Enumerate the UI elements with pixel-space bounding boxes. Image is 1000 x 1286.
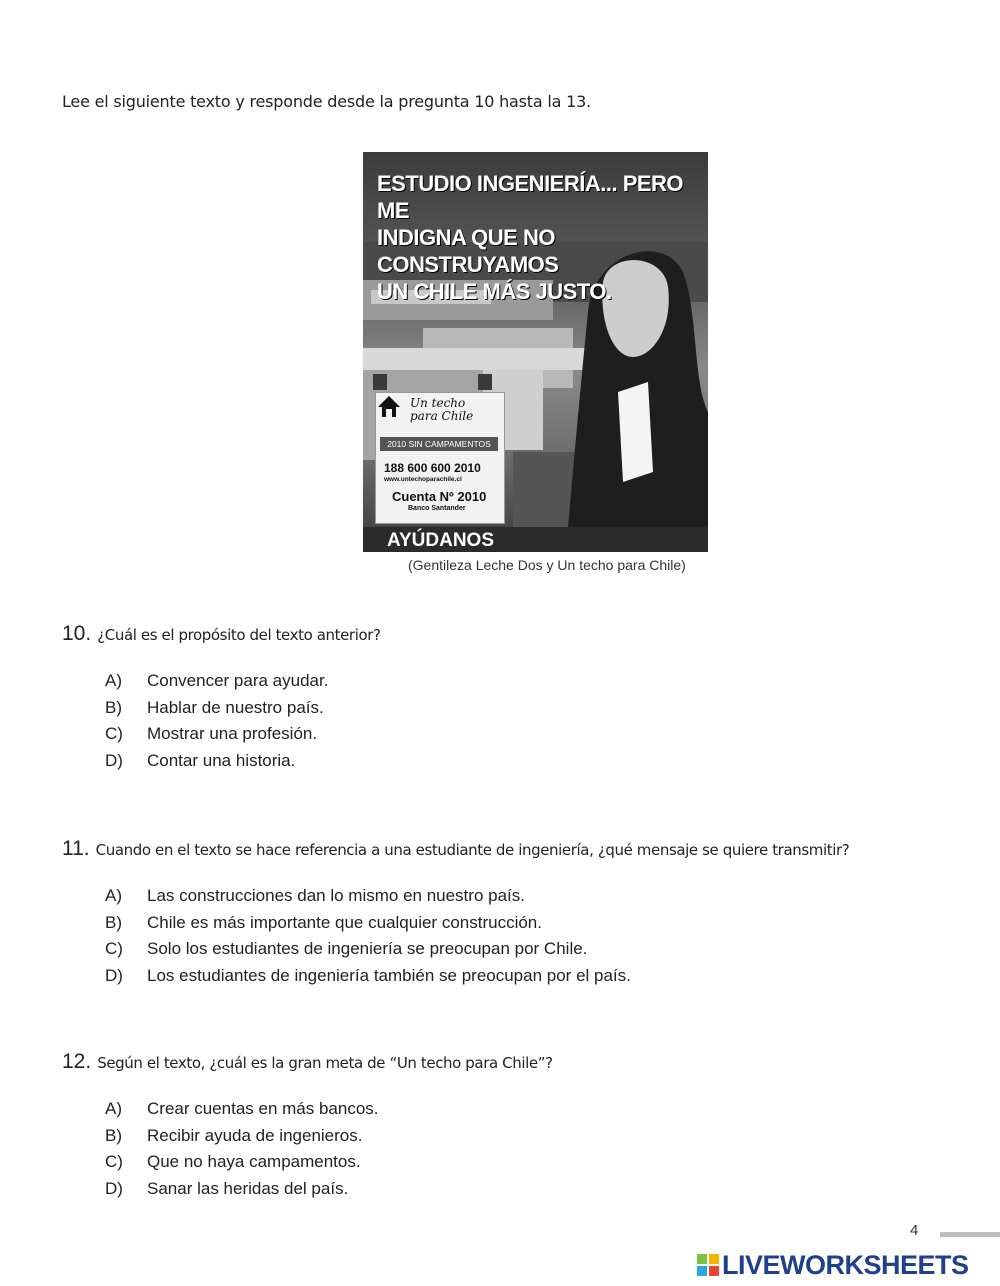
headline-line: UN CHILE MÁS JUSTO. xyxy=(377,279,612,304)
instructions-text: Lee el siguiente texto y responde desde la pregunta 10 hasta la 13. xyxy=(62,92,591,111)
question-10 xyxy=(62,622,381,774)
question-11 xyxy=(62,837,849,989)
question-12 xyxy=(62,1050,553,1202)
sign-account: Cuenta Nº 2010 xyxy=(392,489,487,504)
answer-option[interactable] xyxy=(105,1123,553,1150)
option-text: Contar una historia. xyxy=(147,750,296,770)
option-text: Chile es más importante que cualquier construcción. xyxy=(147,912,542,932)
answer-options xyxy=(105,1096,553,1202)
sign-brand xyxy=(410,397,500,423)
brand-line: para Chile xyxy=(410,409,474,423)
option-letter: A) xyxy=(105,886,122,906)
option-letter: B) xyxy=(105,1125,122,1145)
option-letter: D) xyxy=(105,965,123,985)
answer-option[interactable] xyxy=(105,721,381,748)
option-letter: A) xyxy=(105,1099,122,1119)
answer-option[interactable] xyxy=(105,936,849,963)
answer-options xyxy=(105,883,849,989)
option-letter: B) xyxy=(105,912,122,932)
option-text: Las construcciones dan lo mismo en nuestro país. xyxy=(147,886,525,906)
answer-option[interactable] xyxy=(105,1096,553,1123)
answer-option[interactable] xyxy=(105,883,849,910)
option-letter: C) xyxy=(105,939,123,959)
option-text: Que no haya campamentos. xyxy=(147,1152,361,1172)
answer-options xyxy=(105,668,381,774)
headline-line: ESTUDIO INGENIERÍA... PERO ME xyxy=(377,171,684,223)
liveworksheets-mark-icon xyxy=(697,1254,719,1276)
option-text: Sanar las heridas del país. xyxy=(147,1178,349,1198)
option-letter: B) xyxy=(105,697,122,717)
poster-cta: AYÚDANOS xyxy=(363,527,708,552)
option-text: Convencer para ayudar. xyxy=(147,671,329,691)
headline-line: INDIGNA QUE NO CONSTRUYAMOS xyxy=(377,225,559,277)
option-letter: C) xyxy=(105,724,123,744)
answer-option[interactable] xyxy=(105,748,381,775)
question-number: 11. xyxy=(62,837,90,860)
liveworksheets-wordmark: LIVEWORKSHEETS xyxy=(722,1249,969,1280)
answer-option[interactable] xyxy=(105,963,849,990)
sign-bank: Banco Santander xyxy=(408,505,466,512)
answer-option[interactable] xyxy=(105,695,381,722)
sign-phone: 188 600 600 2010 xyxy=(384,461,481,475)
option-text: Hablar de nuestro país. xyxy=(147,697,324,717)
donation-sign xyxy=(375,392,505,524)
sign-band: 2010 SIN CAMPAMENTOS xyxy=(380,437,498,451)
answer-option[interactable] xyxy=(105,910,849,937)
option-letter: C) xyxy=(105,1152,123,1172)
image-caption: (Gentileza Leche Dos y Un techo para Chile) xyxy=(408,557,686,573)
poster-headline xyxy=(377,170,707,305)
answer-option[interactable] xyxy=(105,1176,553,1203)
liveworksheets-logo[interactable] xyxy=(697,1250,997,1280)
question-number: 12. xyxy=(62,1050,92,1073)
option-letter: D) xyxy=(105,1178,123,1198)
option-text: Crear cuentas en más bancos. xyxy=(147,1099,379,1119)
house-logo-icon xyxy=(376,393,402,419)
option-text: Mostrar una profesión. xyxy=(147,724,318,744)
answer-option[interactable] xyxy=(105,1149,553,1176)
answer-option[interactable] xyxy=(105,668,381,695)
question-text: Según el texto, ¿cuál es la gran meta de “Un techo para Chile”? xyxy=(97,1054,553,1072)
question-number: 10. xyxy=(62,622,92,645)
sign-web: www.untechoparachile.cl xyxy=(384,476,462,483)
option-letter: A) xyxy=(105,671,122,691)
campaign-poster xyxy=(363,152,708,552)
brand-line: Un techo xyxy=(410,396,466,410)
option-text: Los estudiantes de ingeniería también se preocupan por el país. xyxy=(147,965,631,985)
page-divider xyxy=(940,1232,1000,1237)
option-text: Recibir ayuda de ingenieros. xyxy=(147,1125,363,1145)
option-text: Solo los estudiantes de ingeniería se preocupan por Chile. xyxy=(147,939,588,959)
question-text: Cuando en el texto se hace referencia a una estudiante de ingeniería, ¿qué mensaje se quiere transmitir? xyxy=(95,841,850,859)
page-number: 4 xyxy=(910,1222,919,1239)
option-letter: D) xyxy=(105,750,123,770)
question-text: ¿Cuál es el propósito del texto anterior? xyxy=(97,626,381,644)
